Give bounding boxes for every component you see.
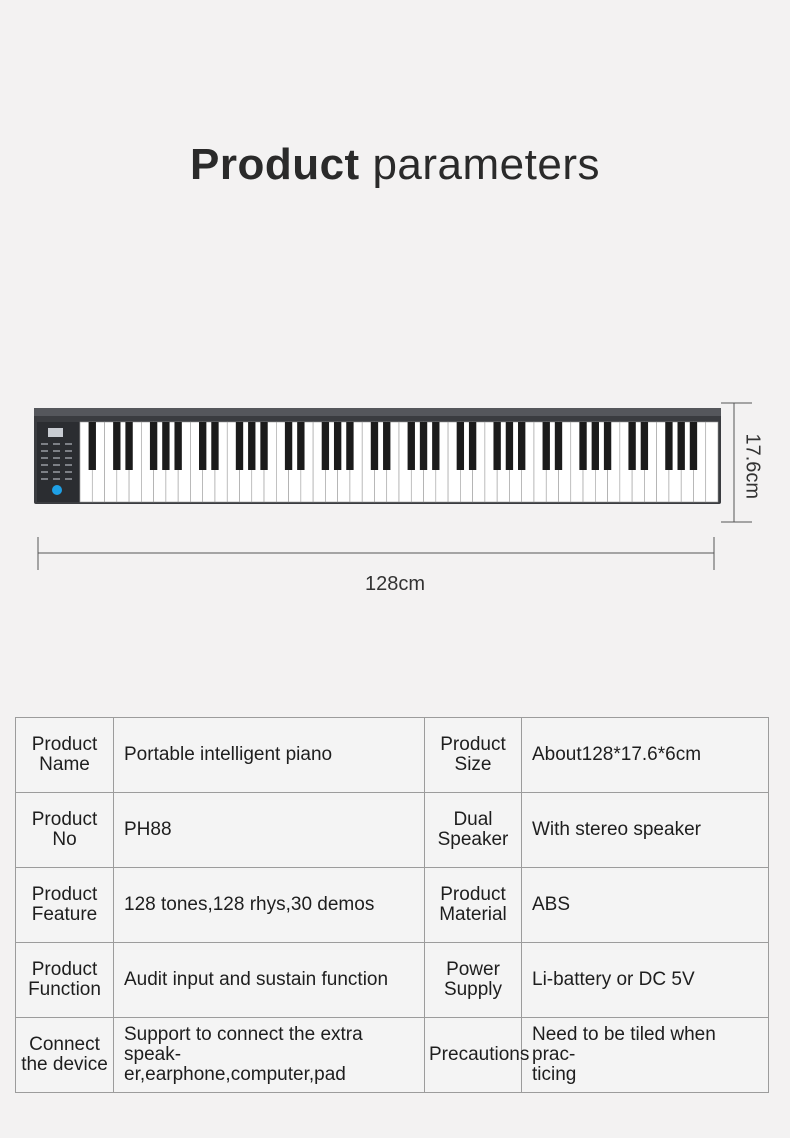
spec-value [522,793,769,868]
spec-value-text: Portable intelligent piano [124,744,333,765]
spec-value-line: Support to connect the extra speak- [124,1024,363,1065]
black-key [579,422,586,470]
black-key [162,422,169,470]
panel-small-button [41,450,48,452]
panel-small-button [41,457,48,459]
panel-small-button [65,443,72,445]
black-key [592,422,599,470]
black-key [322,422,329,470]
black-key [383,422,390,470]
panel-small-button [41,443,48,445]
spec-label [425,718,522,793]
spec-value [114,943,425,1018]
spec-label-line: Speaker [437,829,509,850]
black-key [211,422,218,470]
spec-label-line: Product [31,959,98,980]
spec-label-line: No [52,829,77,850]
spec-label-line: Product [31,884,98,905]
black-key [493,422,500,470]
spec-label-line: Product [31,734,98,755]
white-key [706,422,718,502]
black-key [125,422,132,470]
black-key [506,422,513,470]
spec-label-line: Product [440,734,506,755]
spec-value-line: ticing [532,1064,577,1085]
table-row [16,943,769,1018]
black-key [420,422,427,470]
panel-small-button [65,450,72,452]
panel-display [48,428,63,437]
panel-small-button [53,450,60,452]
title-bold: Product [189,140,360,189]
panel-small-button [65,471,72,473]
black-key [408,422,415,470]
panel-small-button [53,471,60,473]
spec-label-line: Supply [443,979,503,1000]
black-key [236,422,243,470]
black-key [260,422,267,470]
panel-main-button [52,485,62,495]
spec-label-line: Feature [31,904,98,925]
black-key [690,422,697,470]
panel-small-button [41,464,48,466]
black-key [604,422,611,470]
spec-value [522,1018,769,1093]
panel-small-button [53,464,60,466]
spec-value-line: er,earphone,computer,pad [124,1064,346,1085]
black-key [89,422,96,470]
black-key [371,422,378,470]
spec-table [15,717,769,1093]
black-key [150,422,157,470]
panel-small-button [41,471,48,473]
width-label: 128cm [364,573,426,595]
height-label: 17.6cm [741,433,764,500]
spec-value [114,793,425,868]
panel-small-button [65,457,72,459]
table-row [16,1018,769,1093]
spec-label [16,1018,114,1093]
table-row [16,868,769,943]
black-key [469,422,476,470]
spec-value-text: 128 tones,128 rhys,30 demos [124,894,375,915]
piano-illustration [0,395,790,575]
black-key [297,422,304,470]
black-key [555,422,562,470]
black-key [248,422,255,470]
spec-value-text: With stereo speaker [532,819,701,840]
spec-label-line: Size [454,754,492,775]
black-key [432,422,439,470]
table-row [16,793,769,868]
spec-label-line: Product [440,884,506,905]
spec-value-text: Li-battery or DC 5V [532,969,695,990]
panel-small-button [53,457,60,459]
spec-value-text: PH88 [124,819,172,840]
spec-label-line: Power [446,959,500,980]
spec-label-line: Name [39,754,90,775]
black-key [628,422,635,470]
black-key [457,422,464,470]
black-key [199,422,206,470]
spec-label [425,868,522,943]
spec-value-text: About128*17.6*6cm [532,744,702,765]
panel-small-button [65,478,72,480]
spec-label-line: Material [439,904,507,925]
panel-small-button [53,478,60,480]
spec-label [16,943,114,1018]
page-title [0,140,790,190]
spec-label-line: Connect [29,1034,100,1055]
spec-label [16,718,114,793]
black-key [346,422,353,470]
table-row [16,718,769,793]
black-key [665,422,672,470]
spec-label-line: Product [31,809,98,830]
spec-value [522,868,769,943]
spec-label-line: Dual [453,809,493,830]
black-key [334,422,341,470]
spec-value [114,718,425,793]
spec-label-line: Precautions [429,1044,530,1065]
spec-label-line: Function [28,979,101,1000]
spec-value-text: ABS [532,894,571,915]
spec-label [16,793,114,868]
panel-small-button [65,464,72,466]
piano-top-edge [34,408,721,416]
black-key [518,422,525,470]
black-key [641,422,648,470]
spec-value [114,1018,425,1093]
panel-small-button [53,443,60,445]
black-key [678,422,685,470]
title-light: parameters [372,140,600,189]
spec-label-line: the device [21,1054,108,1075]
spec-value-text: Audit input and sustain function [124,969,389,990]
spec-label [425,1018,530,1093]
spec-value [522,943,769,1018]
panel-small-button [41,478,48,480]
spec-label [425,943,522,1018]
spec-value-line: Need to be tiled when prac- [532,1024,716,1065]
spec-value [522,718,769,793]
spec-label [16,868,114,943]
black-key [543,422,550,470]
black-key [174,422,181,470]
black-key [285,422,292,470]
spec-label [425,793,522,868]
black-key [113,422,120,470]
spec-value [114,868,425,943]
